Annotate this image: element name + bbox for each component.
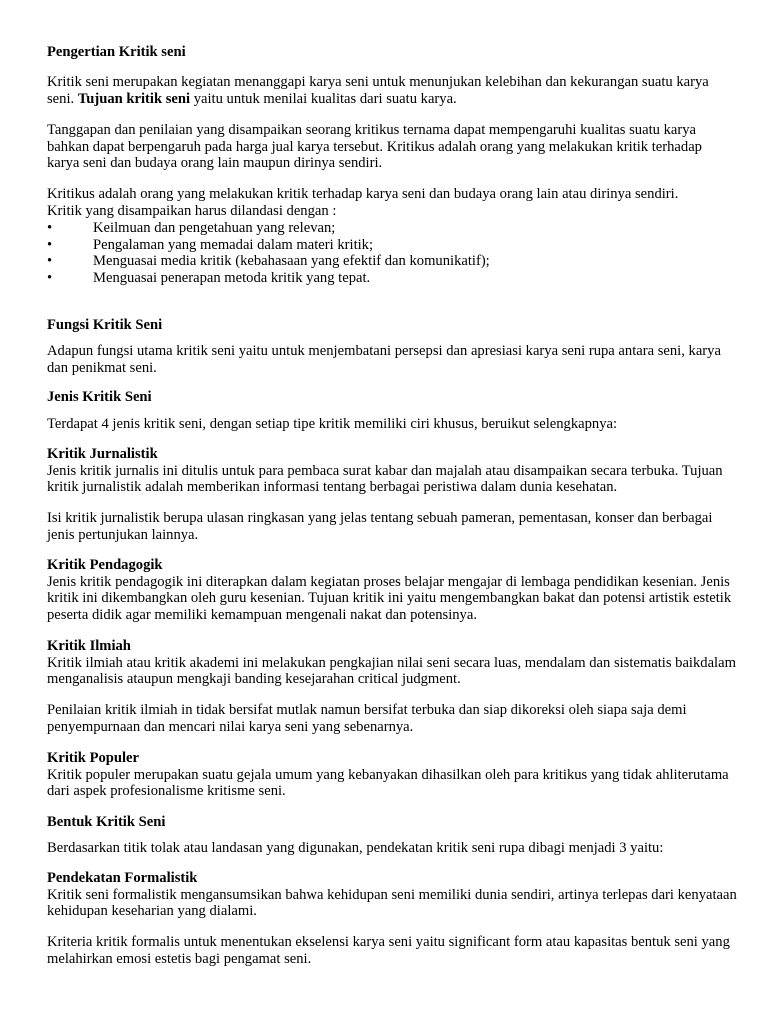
paragraph-jurnalistik-2: Isi kritik jurnalistik berupa ulasan ringkasan yang jelas tentang sebuah pameran, pementasan, konser dan berbagai jenis pertunjukan lainnya. — [47, 510, 713, 543]
list-item — [47, 220, 737, 237]
list-item-text: Menguasai penerapan metoda kritik yang tepat. — [93, 269, 371, 286]
paragraph-text: Kritik seni formalistik mengansumsikan bahwa kehidupan seni memiliki dunia sendiri, artinya terlepas dari kenyataan kehidupan keseharian yang dialami. — [47, 886, 737, 920]
subsection-jurnalistik — [47, 446, 737, 496]
paragraph-ilmiah-2: Penilaian kritik ilmiah in tidak bersifat mutlak namun bersifat terbuka dan siap dikoreksi oleh siapa saja demi penyempurnaan dan mencari nilai karya seni yang sebenarnya. — [47, 702, 687, 735]
paragraph-formalistik-2: Kriteria kritik formalis untuk menentukan ekselensi karya seni yaitu significant form atau kapasitas bentuk seni yang melahirkan emosi estetis bagi pengamat seni. — [47, 934, 730, 967]
criteria-list — [47, 220, 737, 286]
paragraph-text: Kritik ilmiah atau kritik akademi ini melakukan pengkajian nilai seni secara luas, mendalam dan sistematis baikdalam menganalisis ataupun mengkaji banding kesejarahan critical judgment. — [47, 654, 736, 688]
subsection-populer — [47, 750, 737, 800]
subsection-heading: Kritik Populer — [47, 750, 140, 766]
bullet-icon: • — [47, 236, 53, 253]
list-item-text: Pengalaman yang memadai dalam materi kritik; — [93, 236, 374, 253]
subsection-ilmiah — [47, 638, 737, 688]
paragraph-text: Kritik populer merupakan suatu gejala umum yang kebanyakan dihasilkan oleh para kritikus yang tidak ahliterutama dari aspek profesionalisme kritisme seni. — [47, 766, 729, 800]
list-item-text: Keilmuan dan pengetahuan yang relevan; — [93, 220, 336, 236]
section-title-jenis: Jenis Kritik Seni — [47, 389, 152, 405]
list-item — [47, 237, 737, 254]
paragraph-fungsi-1: Adapun fungsi utama kritik seni yaitu untuk menjembatani persepsi dan apresiasi karya seni rupa antara seni, karya dan penikmat seni. — [47, 343, 721, 376]
list-item — [47, 270, 737, 287]
subsection-heading: Kritik Pendagogik — [47, 557, 163, 573]
paragraph-pengertian-3-line1: Kritikus adalah orang yang melakukan kritik terhadap karya seni dan budaya orang lain atau dirinya sendiri. — [47, 186, 679, 202]
subsection-heading: Pendekatan Formalistik — [47, 870, 198, 886]
paragraph-text: Kritik seni merupakan kegiatan menanggapi karya seni untuk menunjukan kelebihan dan kekurangan suatu karya seni. — [47, 74, 709, 107]
subsection-pendagogik — [47, 557, 737, 623]
list-item-text: Menguasai media kritik (kebahasaan yang efektif dan komunikatif); — [93, 253, 490, 270]
subsection-heading: Kritik Ilmiah — [47, 638, 131, 654]
paragraph-bentuk-1: Berdasarkan titik tolak atau landasan yang digunakan, pendekatan kritik seni rupa dibagi menjadi 3 yaitu: — [47, 840, 664, 856]
paragraph-pengertian-1 — [47, 74, 737, 107]
paragraph-text: yaitu untuk menilai kualitas dari suatu karya. — [193, 90, 457, 107]
bullet-icon: • — [47, 220, 53, 236]
paragraph-text: Jenis kritik pendagogik ini diterapkan dalam kegiatan proses belajar mengajar di lembaga pendidikan kesenian. Jenis kritik ini dikembangkan oleh guru kesenian. Tujuan kritik ini yaitu mengembangkan bakat dan potensi artistik estetik peserta didik agar memiliki kemampuan mengenali nakat dan potensinya. — [47, 573, 732, 623]
paragraph-jenis-1: Terdapat 4 jenis kritik seni, dengan setiap tipe kritik memiliki ciri khusus, beruikut selengkapnya: — [47, 416, 618, 432]
section-title-bentuk: Bentuk Kritik Seni — [47, 814, 166, 830]
list-item — [47, 253, 737, 270]
section-title-fungsi: Fungsi Kritik Seni — [47, 317, 163, 333]
paragraph-pengertian-3-line2: Kritik yang disampaikan harus dilandasi dengan : — [47, 203, 337, 219]
bold-phrase: Tujuan kritik seni — [77, 90, 191, 107]
bullet-icon: • — [47, 269, 53, 286]
subsection-formalistik — [47, 870, 737, 920]
section-title-pengertian: Pengertian Kritik seni — [47, 44, 186, 60]
paragraph-text: Jenis kritik jurnalis ini ditulis untuk para pembaca surat kabar dan majalah atau disampaikan secara terbuka. Tujuan kritik jurnalistik adalah memberikan informasi tentang berbagai peristiwa dalam dunia kesehatan. — [47, 462, 723, 496]
paragraph-pengertian-2: Tanggapan dan penilaian yang disampaikan seorang kritikus ternama dapat mempengaruhi kualitas suatu karya bahkan dapat berpengaruh pada harga jual karya tersebut. Kritikus adalah orang yang melakukan kritik terhadap karya seni dan budaya orang lain maupun dirinya sendiri. — [47, 122, 702, 172]
subsection-heading: Kritik Jurnalistik — [47, 446, 158, 462]
bullet-icon: • — [47, 253, 53, 270]
